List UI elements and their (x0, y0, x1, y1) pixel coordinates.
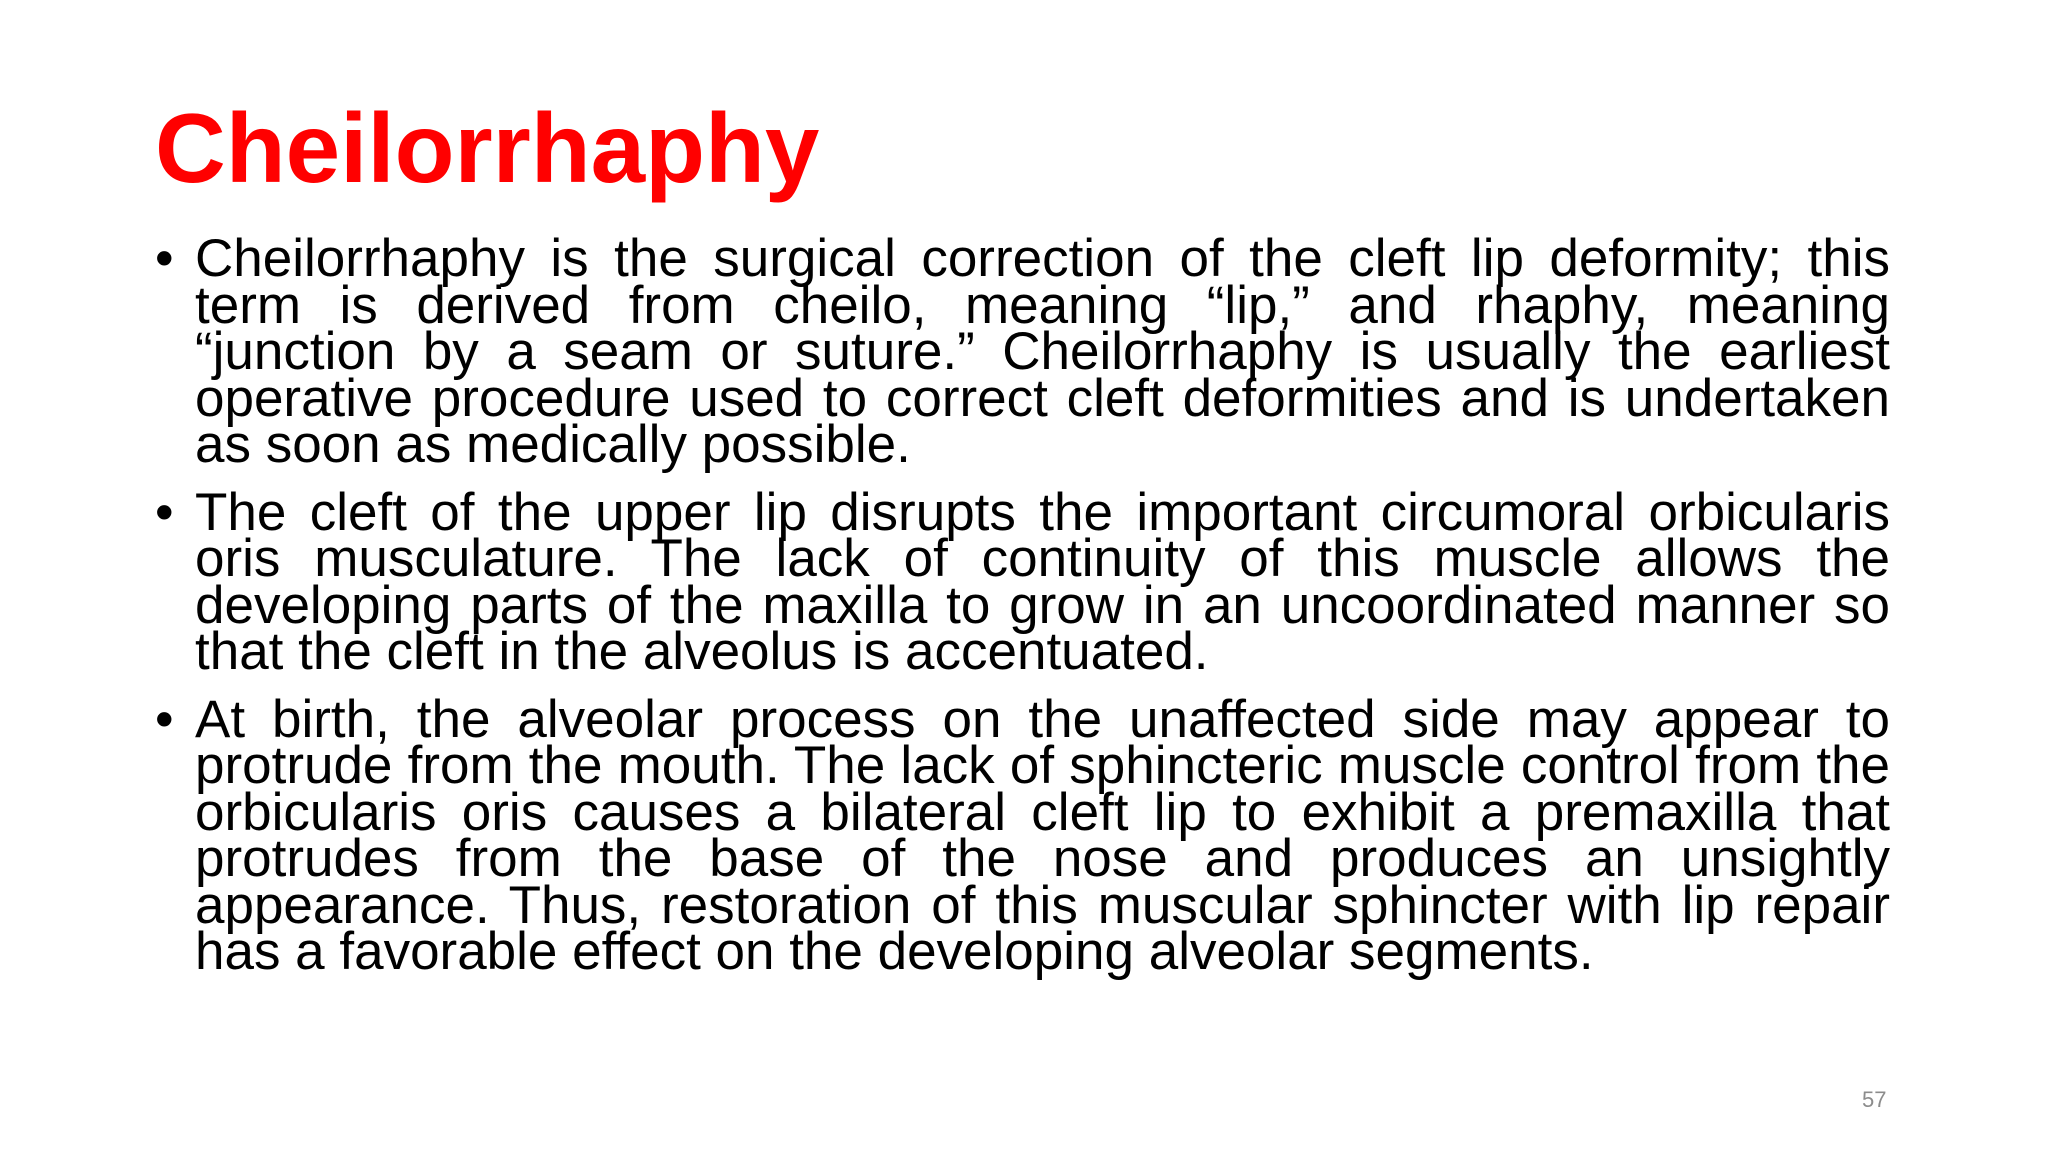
bullet-marker: • (155, 229, 174, 288)
bullet-item (155, 482, 1890, 681)
bullet-item (155, 229, 1890, 474)
page-number: 57 (1862, 1087, 1887, 1112)
bullet-item (155, 689, 1890, 981)
bullet-marker: • (155, 482, 174, 542)
bullet-list (155, 229, 1890, 997)
bullet-text: The cleft of the upper lip disrupts the important circumoral orbicularis oris musculature. The lack of continuity of this muscle allows the developing parts of the maxilla to grow in an uncoordinated manner so that the cleft in the alveolus is accentuated. (195, 482, 1890, 681)
slide-title: Cheilorrhaphy (155, 93, 820, 203)
bullet-text: Cheilorrhaphy is the surgical correction of the cleft lip deformity; this term is derived from cheilo, meaning “lip,” and rhaphy, meaning “junction by a seam or suture.” Cheilorrhaphy is usually the earliest operative procedure used to correct cleft deformities and is undertaken as soon as medically possible. (195, 229, 1890, 474)
bullet-marker: • (155, 689, 174, 749)
bullet-text: At birth, the alveolar process on the unaffected side may appear to protrude from the mouth. The lack of sphincteric muscle control from the orbicularis oris causes a bilateral cleft lip to exhibit a premaxilla that protrudes from the base of the nose and produces an unsightly appearance. Thus, restoration of this muscular sphincter with lip repair has a favorable effect on the developing alveolar segments. (195, 689, 1890, 981)
